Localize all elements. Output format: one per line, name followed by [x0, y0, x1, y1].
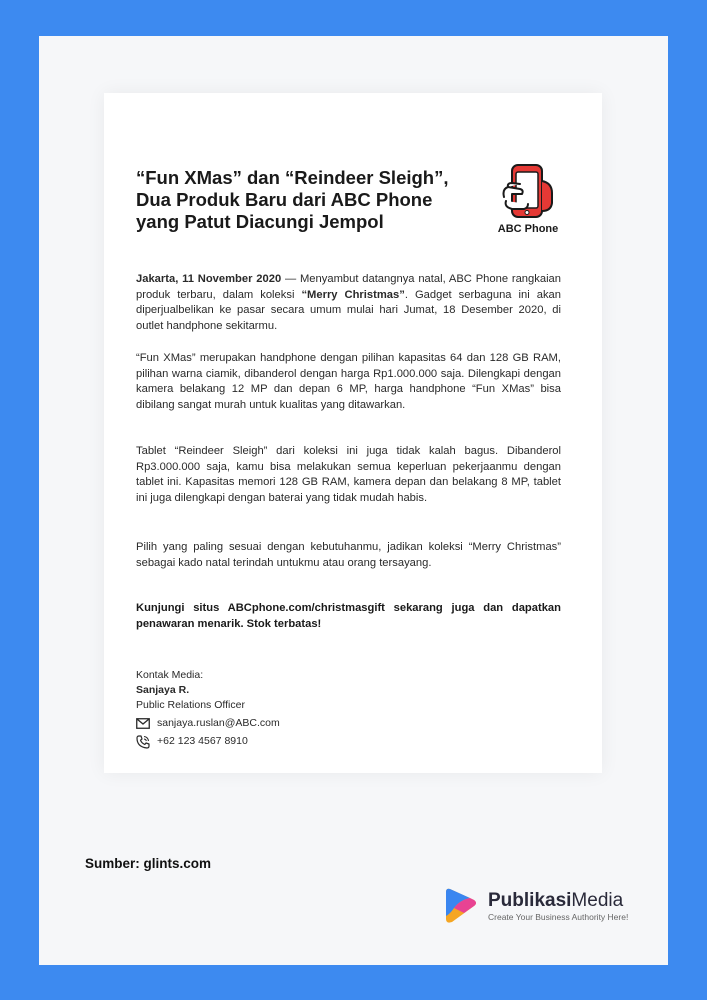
paragraph-fun-xmas: “Fun XMas” merupakan handphone dengan pilihan kapasitas 64 dan 128 GB RAM, pilihan warna ciamik, dibanderol dengan harga Rp1.000.000 saja. Dilengkapi dengan kamera belakang 12 MP dan depan 6 MP, harga handphone “Fun XMas” bisa dibilang sangat murah untuk kualitas yang ditawarkan. — [136, 352, 561, 411]
paragraph-intro — [136, 272, 561, 334]
publikasi-media-brand — [440, 886, 628, 926]
source-credit: Sumber: glints.com — [85, 856, 212, 871]
contact-name: Sanjaya R. — [136, 684, 190, 696]
title-line: yang Patut Diacungi Jempol — [136, 211, 384, 232]
dateline: Jakarta, 11 November 2020 — [136, 273, 282, 285]
phone-icon — [136, 735, 150, 749]
envelope-icon — [136, 718, 150, 729]
brand-name — [488, 891, 628, 911]
intro-text-b: . Gadget serbaguna ini akan diperjualbelikan ke pasar secara umum mulai hari Jumat, 18 Desember 2020, di outlet handphone sekitarmu. — [136, 288, 561, 332]
phone-hand-icon — [498, 163, 558, 221]
press-release-title — [136, 167, 486, 233]
collection-name: “Merry Christmas” — [301, 288, 405, 301]
publikasi-media-logo-icon — [440, 886, 480, 926]
paragraph-choose: Pilih yang paling sesuai dengan kebutuhanmu, jadikan koleksi “Merry Christmas” sebagai kado natal terindah untukmu atau orang tersayang. — [136, 541, 561, 569]
title-line: “Fun XMas” dan “Reindeer Sleigh”, — [136, 167, 449, 188]
contact-email: sanjaya.ruslan@ABC.com — [157, 717, 280, 729]
contact-heading: Kontak Media: — [136, 669, 204, 681]
paragraph-call-to-action: Kunjungi situs ABCphone.com/christmasgift sekarang juga dan dapatkan penawaran menarik. Stok terbatas! — [136, 602, 561, 630]
logo-label: ABC Phone — [497, 223, 559, 235]
brand-tagline: Create Your Business Authority Here! — [488, 911, 629, 922]
brand-name-light: Media — [571, 889, 624, 911]
brand-text — [488, 891, 628, 922]
contact-phone-row — [136, 734, 280, 749]
contact-phone: +62 123 4567 8910 — [157, 735, 248, 747]
title-line: Dua Produk Baru dari ABC Phone — [136, 189, 433, 210]
contact-role: Public Relations Officer — [136, 699, 245, 711]
paragraph-reindeer-sleigh: Tablet “Reindeer Sleigh” dari koleksi ini juga tidak kalah bagus. Dibanderol Rp3.000.000 saja, kamu bisa melakukan semua keperluan pekerjaanmu dengan tablet ini. Kapasitas memori 128 GB RAM, kamera depan dan belakang 8 MP, tablet ini juga dilengkapi dengan baterai yang tidak mudah habis. — [136, 445, 561, 504]
contact-email-row — [136, 716, 280, 731]
intro-text-a: — Menyambut datangnya natal, ABC Phone rangkaian produk terbaru, dalam koleksi — [136, 273, 561, 301]
brand-name-bold: Publikasi — [488, 889, 572, 911]
abc-phone-logo — [490, 163, 566, 235]
media-contact — [136, 668, 280, 749]
